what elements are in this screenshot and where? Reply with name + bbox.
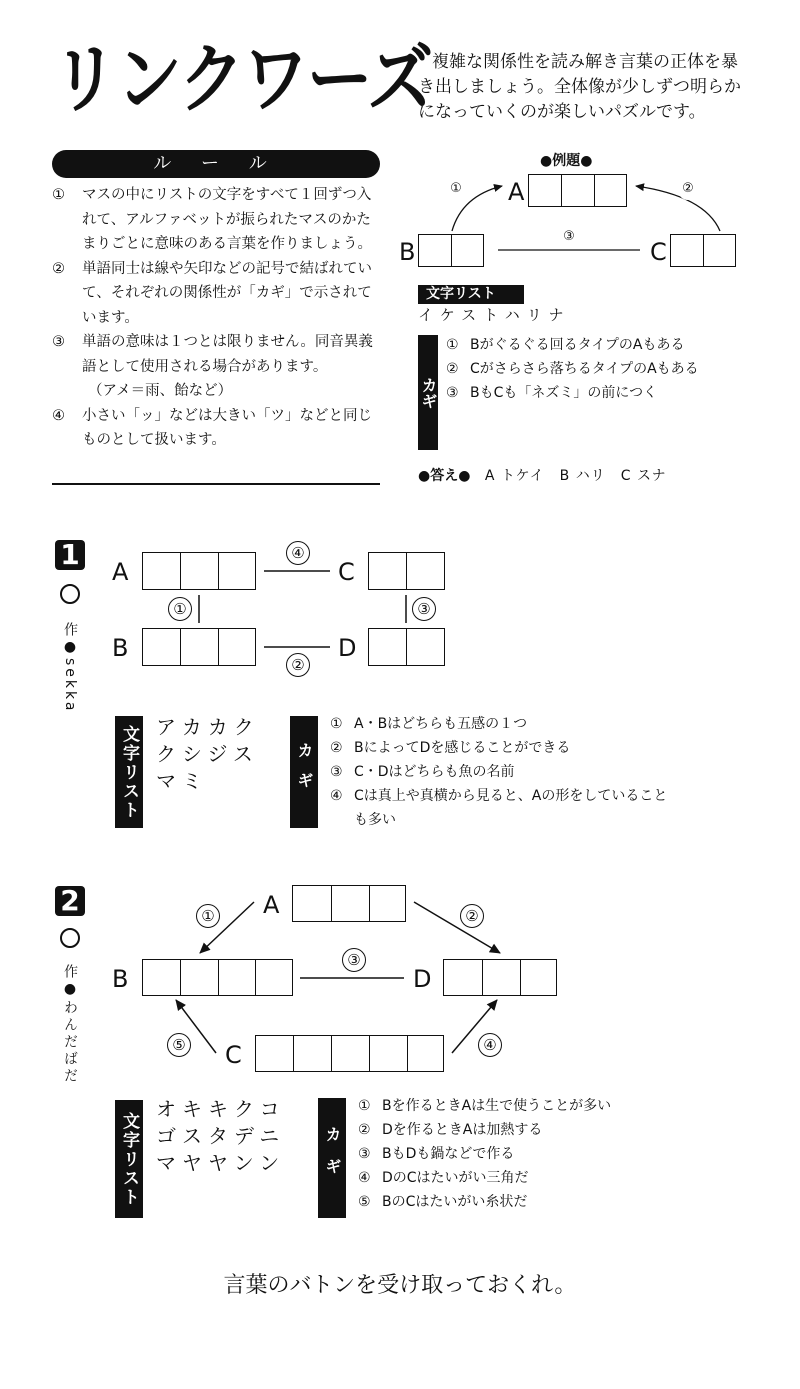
hint-number: ①: [330, 716, 343, 732]
hint-number: ④: [330, 788, 343, 804]
example-moji-heading: 文字リスト: [418, 285, 524, 304]
hint-text: Bがぐるぐる回るタイプのAもある: [470, 337, 685, 353]
p2-label-a: A: [263, 891, 280, 919]
hint-item: [358, 1118, 688, 1142]
example-marker-3: ③: [559, 228, 579, 248]
hint-item: [358, 1166, 688, 1190]
char-row: クシジス: [156, 742, 259, 766]
p2-marker-1: ①: [196, 904, 220, 928]
hint-text: BもDも鍋などで作る: [382, 1146, 515, 1162]
example-heading: ●例題●: [540, 153, 593, 169]
char-row: マヤヤンン: [156, 1151, 286, 1175]
hint-text: BのCはたいがい糸状だ: [382, 1194, 528, 1210]
hint-item: [358, 1094, 688, 1118]
hint-number: ③: [330, 764, 343, 780]
p1-label-c: C: [338, 558, 355, 586]
rule-text: 単語の意味は１つとは限りません。同音異義語として使用される場合があります。: [82, 334, 373, 375]
rules-heading: ル ー ル: [52, 150, 380, 178]
example-marker-2: ②: [678, 180, 698, 200]
hint-text: BによってDを感じることができる: [354, 740, 571, 756]
p1-marker-3: ③: [412, 597, 436, 621]
rule-note: （アメ＝雨、飴など）: [88, 383, 233, 399]
p2-hints: [358, 1094, 688, 1214]
hint-number: ④: [358, 1170, 371, 1186]
p1-marker-1: ①: [168, 597, 192, 621]
puzzle1-number: 1: [55, 540, 85, 570]
example-kagi-label: カギ: [418, 335, 438, 450]
hint-number: ③: [446, 385, 459, 401]
puzzle2-author: 作●わんだばだ: [62, 964, 78, 1085]
rule-number: ③: [52, 334, 65, 350]
example-label-c: C: [650, 238, 667, 266]
example-marker-1: ①: [446, 180, 466, 200]
hint-text: A・Bはどちらも五感の１つ: [354, 716, 528, 732]
rule-text: 小さい「ッ」などは大きい「ツ」などと同じものとして扱います。: [82, 407, 372, 448]
hint-text: DのCはたいがい三角だ: [382, 1170, 529, 1186]
p2-marker-3: ③: [342, 948, 366, 972]
hint-number: ①: [358, 1098, 371, 1114]
hint-number: ①: [446, 337, 459, 353]
p1-moji-label: 文字リスト: [115, 716, 143, 828]
p2-char-list: [156, 1096, 286, 1177]
p1-label-a: A: [112, 558, 129, 586]
p1-label-d: D: [338, 634, 357, 662]
hint-text: C・Dはどちらも魚の名前: [354, 764, 515, 780]
p1-marker-4: ④: [286, 541, 310, 565]
answer-text: A トケイ B ハリ C スナ: [484, 468, 667, 484]
hint-text: BもCも「ネズミ」の前につく: [470, 385, 658, 401]
p1-kagi-label: カギ: [290, 716, 318, 828]
example-label-b: B: [399, 238, 416, 266]
hint-number: ②: [446, 361, 459, 377]
rule-text: マスの中にリストの文字をすべて１回ずつ入れて、アルファベットが振られたマスのかたまりごとに意味のある言葉を作りましょう。: [82, 187, 372, 252]
hint-item: [358, 1190, 688, 1214]
hint-text: Dを作るときAは加熱する: [382, 1122, 543, 1138]
hint-item: [358, 1142, 688, 1166]
page-title: リンクワーズ: [52, 35, 432, 124]
p1-label-b: B: [112, 634, 129, 662]
p2-marker-2: ②: [460, 904, 484, 928]
char-row: アカカク: [156, 715, 260, 739]
char-row: マミ: [156, 769, 208, 793]
char-row: オキキクコ: [156, 1097, 286, 1121]
hint-number: ③: [358, 1146, 371, 1162]
footer-text: 言葉のバトンを受け取っておくれ。: [223, 1273, 577, 1298]
p2-kagi-label: カギ: [318, 1098, 346, 1218]
rule-text: 単語同士は線や矢印などの記号で結ばれていて、それぞれの関係性が「カギ」で示されています。: [82, 260, 372, 326]
char-row: ゴスタデニ: [156, 1124, 286, 1148]
p2-marker-5: ⑤: [167, 1033, 191, 1057]
example-char-list: イケストハリナ: [418, 306, 571, 324]
rule-number: ②: [52, 260, 65, 277]
hint-number: ⑤: [358, 1194, 371, 1210]
puzzle1-author: 作●sekka: [62, 622, 78, 714]
hint-text: Cがさらさら落ちるタイプのAもある: [470, 361, 699, 377]
p1-marker-2: ②: [286, 653, 310, 677]
p2-label-c: C: [225, 1041, 242, 1069]
rule-number: ④: [52, 407, 65, 424]
intro-text: 複雑な関係性を読み解き言葉の正体を暴き出しましょう。全体像が少しずつ明らかになっていくのが楽しいパズルです。: [418, 52, 741, 122]
p2-label-b: B: [112, 965, 129, 993]
puzzle2-number: 2: [55, 886, 85, 916]
rule-number: ①: [52, 187, 65, 203]
hint-number: ②: [358, 1122, 371, 1138]
hint-number: ②: [330, 740, 343, 756]
p2-label-d: D: [413, 965, 432, 993]
p2-marker-4: ④: [478, 1033, 502, 1057]
p2-moji-label: 文字リスト: [115, 1100, 143, 1218]
hint-text: Cは真上や真横から見ると、Aの形をしていることも多い: [354, 788, 668, 828]
hint-text: Bを作るときAは生で使うことが多い: [382, 1098, 612, 1114]
example-label-a: A: [508, 178, 525, 206]
answer-label: ●答え●: [418, 468, 471, 484]
